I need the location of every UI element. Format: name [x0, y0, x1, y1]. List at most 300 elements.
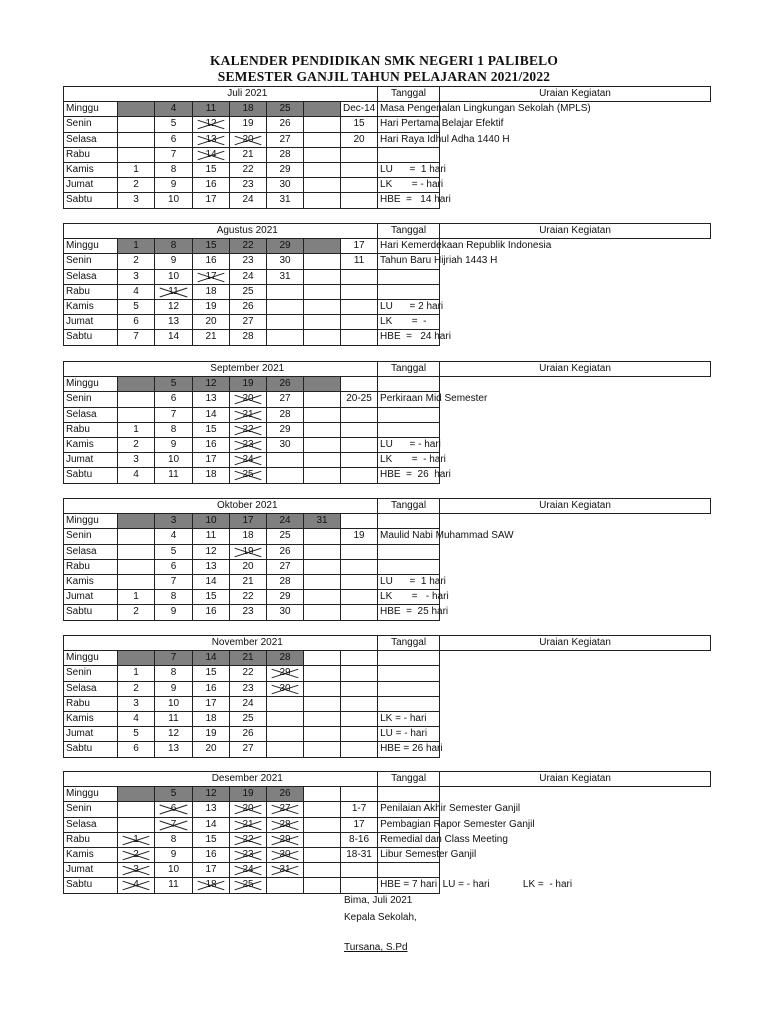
tanggal-cell [341, 162, 378, 177]
date-cell: 9 [155, 254, 193, 269]
date-cell [304, 392, 341, 407]
date-cell: 4 [155, 102, 193, 117]
date-cell-holiday: 18 [193, 878, 230, 893]
tanggal-cell [341, 727, 378, 742]
tanggal-cell [341, 284, 378, 299]
table-row [64, 847, 711, 862]
date-cell: 2 [118, 254, 155, 269]
date-cell-holiday: 3 [118, 863, 155, 878]
table-row [64, 178, 711, 193]
date-cell: 4 [118, 711, 155, 726]
date-cell [304, 605, 341, 620]
date-cell: 5 [155, 377, 193, 392]
date-cell [304, 377, 341, 392]
date-cell [267, 742, 304, 757]
date-cell [118, 817, 155, 832]
tanggal-cell: 19 [341, 529, 378, 544]
date-cell-holiday: 31 [267, 863, 304, 878]
date-cell [267, 284, 304, 299]
date-cell: 28 [230, 330, 267, 345]
date-cell [304, 330, 341, 345]
date-cell [304, 696, 341, 711]
date-cell: 22 [230, 239, 267, 254]
date-cell: 19 [230, 377, 267, 392]
day-name: Senin [64, 802, 118, 817]
document-title: KALENDER PENDIDIKAN SMK NEGERI 1 PALIBELO [209, 53, 559, 68]
date-cell [118, 407, 155, 422]
tanggal-cell [341, 147, 378, 162]
day-name: Kamis [64, 711, 118, 726]
uraian-cell: HBE = 24 hari [378, 330, 440, 345]
table-row [64, 529, 711, 544]
date-cell: 5 [118, 727, 155, 742]
date-cell: 21 [193, 330, 230, 345]
month-header-row [64, 224, 711, 239]
date-cell: 16 [193, 178, 230, 193]
tanggal-cell [341, 377, 378, 392]
date-cell: 22 [230, 590, 267, 605]
month-header-row [64, 499, 711, 514]
table-row [64, 559, 711, 574]
tanggal-cell: 8-16 [341, 832, 378, 847]
day-name: Sabtu [64, 742, 118, 757]
date-cell: 13 [155, 315, 193, 330]
day-name: Rabu [64, 147, 118, 162]
header-blank [64, 636, 118, 651]
date-cell: 19 [230, 787, 267, 802]
day-name: Rabu [64, 696, 118, 711]
date-cell: 3 [155, 514, 193, 529]
table-row [64, 284, 711, 299]
date-cell: 9 [155, 847, 193, 862]
date-cell: 21 [230, 574, 267, 589]
table-row [64, 269, 711, 284]
tanggal-cell [341, 330, 378, 345]
uraian-cell [378, 651, 440, 666]
table-row [64, 832, 711, 847]
month-name: Oktober 2021 [118, 499, 378, 514]
date-cell [304, 802, 341, 817]
date-cell: 18 [230, 529, 267, 544]
day-name: Rabu [64, 422, 118, 437]
date-cell: 9 [155, 681, 193, 696]
uraian-cell: Hari Raya Idhul Adha 1440 H [378, 132, 440, 147]
date-cell [267, 453, 304, 468]
uraian-cell [378, 863, 440, 878]
date-cell: 20 [193, 315, 230, 330]
tanggal-cell: 11 [341, 254, 378, 269]
header-blank [64, 362, 118, 377]
uraian-cell: Tahun Baru Hijriah 1443 H [378, 254, 440, 269]
date-cell [118, 392, 155, 407]
day-name: Sabtu [64, 330, 118, 345]
date-cell: 13 [155, 742, 193, 757]
uraian-cell: Perkiraan Mid Semester [378, 392, 440, 407]
uraian-cell: HBE = 14 hari [378, 193, 440, 208]
month-table [63, 635, 711, 758]
month-name: Juli 2021 [118, 87, 378, 102]
table-row [64, 666, 711, 681]
date-cell [267, 299, 304, 314]
uraian-cell [378, 407, 440, 422]
table-row [64, 787, 711, 802]
date-cell: 14 [193, 574, 230, 589]
day-name: Kamis [64, 437, 118, 452]
date-cell: 17 [193, 453, 230, 468]
day-name: Jumat [64, 315, 118, 330]
uraian-cell: Libur Semester Ganjil [378, 847, 440, 862]
date-cell: 30 [267, 178, 304, 193]
uraian-cell: HBE = 26 hari [378, 742, 440, 757]
uraian-cell [378, 284, 440, 299]
date-cell: 16 [193, 681, 230, 696]
date-cell [304, 162, 341, 177]
tanggal-cell [341, 863, 378, 878]
date-cell: 14 [193, 407, 230, 422]
date-cell: 26 [267, 544, 304, 559]
tanggal-cell [341, 407, 378, 422]
date-cell [304, 574, 341, 589]
uraian-cell [378, 377, 440, 392]
table-row [64, 299, 711, 314]
date-cell: 30 [267, 437, 304, 452]
tanggal-cell [341, 666, 378, 681]
date-cell: 17 [193, 696, 230, 711]
uraian-cell: LK = - hari [378, 590, 440, 605]
date-cell: 13 [193, 392, 230, 407]
date-cell: 12 [193, 544, 230, 559]
tanggal-cell: 20 [341, 132, 378, 147]
day-name: Jumat [64, 178, 118, 193]
date-cell: 3 [118, 453, 155, 468]
table-row [64, 254, 711, 269]
date-cell-holiday: 19 [230, 544, 267, 559]
day-name: Jumat [64, 863, 118, 878]
date-cell: 27 [230, 315, 267, 330]
date-cell: 24 [230, 193, 267, 208]
date-cell: 11 [155, 711, 193, 726]
tanggal-cell [341, 651, 378, 666]
table-row [64, 651, 711, 666]
date-cell: 13 [193, 802, 230, 817]
date-cell: 11 [155, 468, 193, 483]
day-name: Senin [64, 666, 118, 681]
uraian-cell [378, 422, 440, 437]
date-cell-holiday: 29 [267, 666, 304, 681]
tanggal-cell [341, 178, 378, 193]
date-cell [304, 315, 341, 330]
day-name: Minggu [64, 102, 118, 117]
date-cell [118, 117, 155, 132]
month-header-row [64, 772, 711, 787]
date-cell: 11 [193, 529, 230, 544]
header-blank [64, 224, 118, 239]
day-name: Kamis [64, 574, 118, 589]
uraian-header: Uraian Kegiatan [440, 499, 711, 514]
date-cell: 5 [118, 299, 155, 314]
tanggal-cell [341, 315, 378, 330]
date-cell: 23 [230, 254, 267, 269]
date-cell [304, 651, 341, 666]
date-cell: 17 [193, 193, 230, 208]
date-cell-holiday: 30 [267, 681, 304, 696]
date-cell-holiday: 27 [267, 802, 304, 817]
table-row [64, 817, 711, 832]
tanggal-cell [341, 437, 378, 452]
date-cell [304, 529, 341, 544]
date-cell [118, 377, 155, 392]
tanggal-cell [341, 711, 378, 726]
date-cell: 24 [230, 269, 267, 284]
date-cell: 31 [304, 514, 341, 529]
tanggal-cell [341, 742, 378, 757]
date-cell: 29 [267, 162, 304, 177]
date-cell: 14 [155, 330, 193, 345]
tanggal-cell [341, 696, 378, 711]
date-cell: 28 [267, 574, 304, 589]
date-cell: 3 [118, 269, 155, 284]
date-cell: 17 [230, 514, 267, 529]
tanggal-header: Tanggal [378, 636, 440, 651]
tanggal-header: Tanggal [378, 87, 440, 102]
date-cell: 21 [230, 651, 267, 666]
date-cell: 24 [267, 514, 304, 529]
table-row [64, 315, 711, 330]
tanggal-cell [341, 299, 378, 314]
uraian-cell: LK = - [378, 315, 440, 330]
tanggal-cell [341, 193, 378, 208]
date-cell-holiday: 20 [230, 392, 267, 407]
day-name: Minggu [64, 239, 118, 254]
date-cell [304, 147, 341, 162]
date-cell-holiday: 25 [230, 468, 267, 483]
date-cell: 22 [230, 162, 267, 177]
uraian-header: Uraian Kegiatan [440, 87, 711, 102]
date-cell: 26 [267, 117, 304, 132]
date-cell [304, 407, 341, 422]
date-cell: 12 [155, 299, 193, 314]
date-cell [304, 681, 341, 696]
date-cell [118, 787, 155, 802]
uraian-cell: LK = - hari [378, 453, 440, 468]
header-blank [64, 87, 118, 102]
uraian-cell: Hari Kemerdekaan Republik Indonesia [378, 239, 440, 254]
date-cell: 9 [155, 437, 193, 452]
table-row [64, 239, 711, 254]
date-cell: 28 [267, 651, 304, 666]
table-row [64, 422, 711, 437]
date-cell: 15 [193, 832, 230, 847]
date-cell: 4 [118, 468, 155, 483]
table-row [64, 102, 711, 117]
date-cell-holiday: 21 [230, 407, 267, 422]
uraian-cell [378, 696, 440, 711]
day-name: Rabu [64, 559, 118, 574]
date-cell: 20 [230, 559, 267, 574]
uraian-cell: LK = - hari [378, 178, 440, 193]
date-cell: 11 [155, 878, 193, 893]
date-cell: 23 [230, 605, 267, 620]
date-cell: 12 [155, 727, 193, 742]
tanggal-cell [341, 681, 378, 696]
date-cell: 23 [230, 681, 267, 696]
date-cell: 6 [118, 315, 155, 330]
date-cell-holiday: 29 [267, 832, 304, 847]
date-cell-holiday: 1 [118, 832, 155, 847]
date-cell: 18 [193, 468, 230, 483]
tanggal-cell [341, 787, 378, 802]
day-name: Selasa [64, 681, 118, 696]
table-row [64, 544, 711, 559]
date-cell: 8 [155, 666, 193, 681]
date-cell: 7 [155, 651, 193, 666]
date-cell: 4 [155, 529, 193, 544]
date-cell: 8 [155, 239, 193, 254]
date-cell: 23 [230, 178, 267, 193]
date-cell-holiday: 25 [230, 878, 267, 893]
tanggal-header: Tanggal [378, 499, 440, 514]
date-cell: 19 [193, 727, 230, 742]
date-cell: 25 [230, 711, 267, 726]
date-cell-holiday: 24 [230, 863, 267, 878]
table-row [64, 574, 711, 589]
date-cell: 3 [118, 696, 155, 711]
date-cell [304, 666, 341, 681]
date-cell: 24 [230, 696, 267, 711]
date-cell-holiday: 20 [230, 802, 267, 817]
date-cell: 16 [193, 605, 230, 620]
uraian-cell: Pembagian Rapor Semester Ganjil [378, 817, 440, 832]
uraian-cell [378, 514, 440, 529]
date-cell: 26 [230, 727, 267, 742]
document-subtitle: SEMESTER GANJIL TAHUN PELAJARAN 2021/2022 [217, 69, 551, 84]
date-cell: 8 [155, 422, 193, 437]
date-cell: 8 [155, 832, 193, 847]
date-cell-holiday: 17 [193, 269, 230, 284]
tanggal-cell [341, 605, 378, 620]
day-name: Senin [64, 254, 118, 269]
date-cell [304, 117, 341, 132]
date-cell: 15 [193, 162, 230, 177]
date-cell [304, 787, 341, 802]
table-row [64, 330, 711, 345]
date-cell [304, 711, 341, 726]
uraian-cell: HBE = 25 hari [378, 605, 440, 620]
uraian-cell: LU = - hari [378, 437, 440, 452]
uraian-cell [378, 787, 440, 802]
date-cell-holiday: 4 [118, 878, 155, 893]
day-name: Kamis [64, 162, 118, 177]
date-cell-holiday: 14 [193, 147, 230, 162]
date-cell [304, 727, 341, 742]
table-row [64, 193, 711, 208]
day-name: Sabtu [64, 878, 118, 893]
day-name: Selasa [64, 407, 118, 422]
day-name: Jumat [64, 590, 118, 605]
date-cell: 26 [230, 299, 267, 314]
date-cell: 2 [118, 437, 155, 452]
header-blank [64, 772, 118, 787]
tanggal-header: Tanggal [378, 772, 440, 787]
signature-place-date: Bima, Juli 2021 [344, 895, 413, 906]
table-row [64, 407, 711, 422]
month-header-row [64, 87, 711, 102]
date-cell: 28 [267, 407, 304, 422]
date-cell: 17 [193, 863, 230, 878]
table-row [64, 117, 711, 132]
date-cell: 9 [155, 178, 193, 193]
date-cell: 6 [155, 132, 193, 147]
date-cell [304, 544, 341, 559]
day-name: Rabu [64, 284, 118, 299]
day-name: Senin [64, 529, 118, 544]
date-cell-holiday: 24 [230, 453, 267, 468]
table-row [64, 437, 711, 452]
tanggal-cell: 15 [341, 117, 378, 132]
day-name: Selasa [64, 544, 118, 559]
uraian-cell: HBE = 26 hari [378, 468, 440, 483]
date-cell [304, 437, 341, 452]
date-cell: 7 [155, 574, 193, 589]
date-cell: 30 [267, 605, 304, 620]
date-cell: 1 [118, 422, 155, 437]
date-cell [304, 878, 341, 893]
date-cell: 26 [267, 377, 304, 392]
date-cell: 10 [155, 863, 193, 878]
uraian-header: Uraian Kegiatan [440, 362, 711, 377]
date-cell [304, 102, 341, 117]
date-cell: 15 [193, 239, 230, 254]
date-cell: 1 [118, 590, 155, 605]
date-cell: 21 [230, 147, 267, 162]
date-cell: 27 [230, 742, 267, 757]
date-cell [304, 559, 341, 574]
date-cell: 30 [267, 254, 304, 269]
uraian-cell [378, 544, 440, 559]
date-cell: 15 [193, 666, 230, 681]
tanggal-cell [341, 574, 378, 589]
date-cell: 10 [193, 514, 230, 529]
table-row [64, 377, 711, 392]
date-cell [118, 132, 155, 147]
date-cell: 1 [118, 239, 155, 254]
day-name: Jumat [64, 453, 118, 468]
day-name: Minggu [64, 787, 118, 802]
uraian-header: Uraian Kegiatan [440, 772, 711, 787]
uraian-cell: LU = 1 hari [378, 574, 440, 589]
date-cell [304, 863, 341, 878]
month-table [63, 498, 711, 621]
table-row [64, 802, 711, 817]
date-cell-holiday: 22 [230, 832, 267, 847]
uraian-header: Uraian Kegiatan [440, 224, 711, 239]
date-cell [304, 193, 341, 208]
date-cell [267, 696, 304, 711]
date-cell [304, 590, 341, 605]
date-cell-holiday: 22 [230, 422, 267, 437]
day-name: Minggu [64, 651, 118, 666]
date-cell [118, 651, 155, 666]
table-row [64, 711, 711, 726]
uraian-cell [378, 269, 440, 284]
uraian-cell: LK = - hari [378, 711, 440, 726]
date-cell [304, 178, 341, 193]
date-cell: 25 [267, 529, 304, 544]
uraian-cell: LU = 2 hari [378, 299, 440, 314]
date-cell [118, 802, 155, 817]
date-cell: 14 [193, 817, 230, 832]
day-name: Senin [64, 392, 118, 407]
